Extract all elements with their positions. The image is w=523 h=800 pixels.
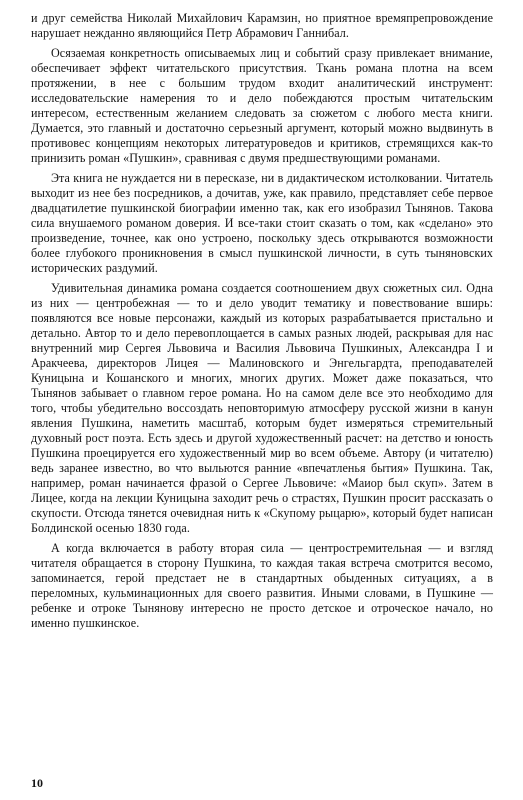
paragraph: А когда включается в работу вторая сила — центростремительная — и взгляд читателя обращается в сторону Пушкина, то каждая такая встреча смотрится весомо, запоминается, герой предстает не в стандартных обыденных ситуациях, а в переломных, кульминационных для своего развития. Иными словами, в Пушкине — ребенке и отроке Тынянову интересно не просто детское и отроческое начало, но именно пушкинское. xyxy=(31,541,493,630)
page-number: 10 xyxy=(31,776,43,790)
paragraph: Эта книга не нуждается ни в пересказе, ни в дидактическом истолковании. Читатель выходит из нее без посредников, а дочитав, уже, как правило, представляет себе первое двадцатилетие пушкинской биографии именно так, как его изобразил Тынянов. Такова сила внушаемого романом доверия. И все-таки стоит сказать о том, как «сделано» это произведение, точнее, как оно устроено, поскольку здесь открываются возможности более глубокого проникновения в смысл пушкинской личности, в суть тыняновских исторических раздумий. xyxy=(31,171,493,275)
paragraph: и друг семейства Николай Михайлович Карамзин, но приятное времяпрепровождение нарушает нежданно являющийся Петр Абрамович Ганнибал. xyxy=(31,11,493,40)
page-body xyxy=(31,11,493,636)
paragraph: Удивительная динамика романа создается соотношением двух сюжетных сил. Одна из них — центробежная — то и дело уводит тематику и повествование вширь: появляются все новые персонажи, каждый из которых разрабатывается пристально и детально. Автор то и дело перевоплощается в самых разных людей, раскрывая для нас внутренний мир Сергея Львовича и Василия Львовича Пушкиных, Александра I и Аракчеева, директоров Лицея — Малиновского и Энгельгардта, преподавателей Куницына и Кошанского и многих, многих других. Может даже показаться, что Тынянов забывает о главном герое романа. Но на самом деле все это необходимо для того, чтобы убедительно воссоздать неповторимую атмосферу русской жизни в канун явления Пушкина, наметить масштаб, которым будет измеряться стремительный духовный рост поэта. Есть здесь и другой художественный расчет: на детство и юность Пушкина проецируется его художественный мир во всем объеме. Автору (и читателю) ведь заранее известно, во что выльются ранние «впечатленья бытия» Пушкина. Так, например, роман начинается фразой о Сергее Львовиче: «Маиор был скуп». Затем в Лицее, когда на лекции Куницына заходит речь о страстях, Пушкин просит рассказать о скупости. Отсюда тянется очевидная нить к «Скупому рыцарю», который будет написан Болдинской осенью 1830 года. xyxy=(31,281,493,535)
paragraph: Осязаемая конкретность описываемых лиц и событий сразу привлекает внимание, обеспечивает эффект читательского присутствия. Ткань романа плотна на всем протяжении, в нее с большим трудом входит аналитический инструмент: исследовательские намерения то и дело побеждаются простым читательским интересом, естественным желанием следовать за сюжетом с любого места книги. Думается, это главный и достаточно серьезный аргумент, который можно выдвинуть в противовес концепциям некоторых литературоведов и критиков, стремящихся как-то принизить роман «Пушкин», сравнивая с двумя предшествующими романами. xyxy=(31,46,493,165)
